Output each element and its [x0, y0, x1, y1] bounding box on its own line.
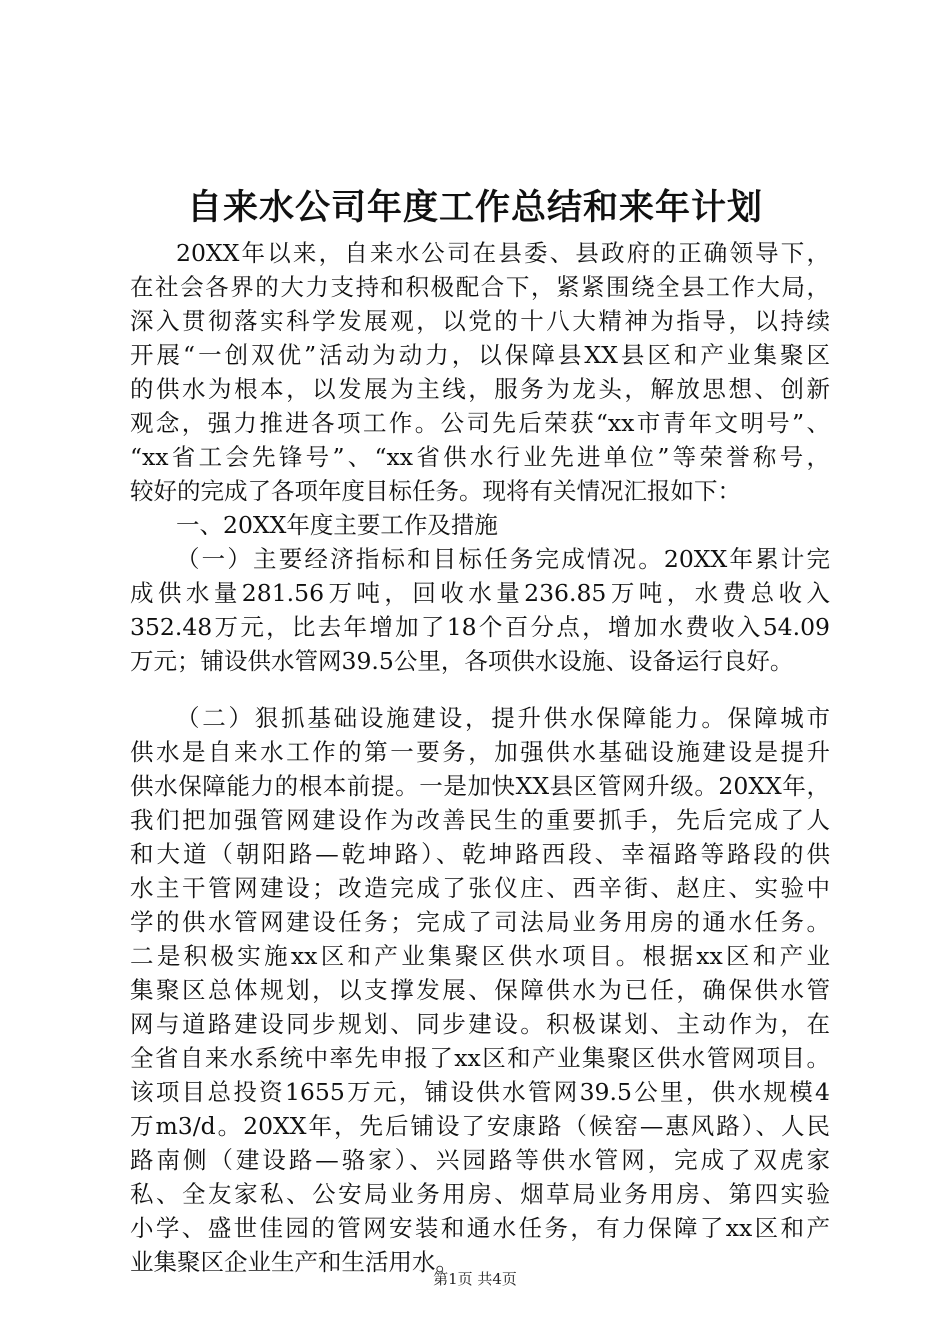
body-line: “xx省工会先锋号”、“xx省供水行业先进单位”等荣誉称号，: [130, 443, 830, 471]
body-line: 我们把加强管网建设作为改善民生的重要抓手，先后完成了人: [130, 806, 830, 834]
body-line: 20XX年以来，自来水公司在县委、县政府的正确领导下，: [176, 239, 830, 267]
body-line: 集聚区总体规划，以支撑发展、保障供水为已任，确保供水管: [130, 976, 830, 1004]
body-line: 水主干管网建设；改造完成了张仪庄、西辛街、赵庄、实验中: [130, 874, 830, 902]
section-heading: 一、20XX年度主要工作及措施: [176, 511, 498, 539]
page-footer: 第1页 共4页: [433, 1270, 517, 1288]
body-line: 和大道（朝阳路—乾坤路）、乾坤路西段、幸福路等路段的供: [130, 840, 830, 868]
body-line: 供水保障能力的根本前提。一是加快XX县区管网升级。20XX年，: [130, 772, 830, 800]
body-line: 深入贯彻落实科学发展观，以党的十八大精神为指导，以持续: [130, 307, 830, 335]
body-line: 的供水为根本，以发展为主线，服务为龙头，解放思想、创新: [130, 375, 830, 403]
body-line: 网与道路建设同步规划、同步建设。积极谋划、主动作为，在: [130, 1010, 830, 1038]
body-line: 在社会各界的大力支持和积极配合下，紧紧围绕全县工作大局，: [130, 273, 830, 301]
body-line: 私、全友家私、公安局业务用房、烟草局业务用房、第四实验: [130, 1180, 830, 1208]
body-line: （二）狠抓基础设施建设，提升供水保障能力。保障城市: [176, 704, 830, 732]
body-line: 较好的完成了各项年度目标任务。现将有关情况汇报如下：: [130, 477, 741, 505]
body-line: 业集聚区企业生产和生活用水。: [130, 1248, 459, 1276]
body-line: 352.48万元，比去年增加了18个百分点，增加水费收入54.09: [130, 613, 830, 641]
body-line: 二是积极实施xx区和产业集聚区供水项目。根据xx区和产业: [130, 942, 830, 970]
body-line: 万m3/d。20XX年，先后铺设了安康路（候窑—惠风路）、人民: [130, 1112, 830, 1140]
document-title: 自来水公司年度工作总结和来年计划: [186, 188, 763, 228]
body-line: 供水是自来水工作的第一要务，加强供水基础设施建设是提升: [130, 738, 830, 766]
body-line: 万元；铺设供水管网39.5公里，各项供水设施、设备运行良好。: [130, 647, 794, 675]
body-line: 该项目总投资1655万元，铺设供水管网39.5公里，供水规模4: [130, 1078, 830, 1106]
body-line: 开展“一创双优”活动为动力，以保障县XX县区和产业集聚区: [130, 341, 830, 369]
body-line: 路南侧（建设路—骆家）、兴园路等供水管网，完成了双虎家: [130, 1146, 830, 1174]
body-line: 全省自来水系统中率先申报了xx区和产业集聚区供水管网项目。: [130, 1044, 830, 1072]
body-line: （一）主要经济指标和目标任务完成情况。20XX年累计完: [176, 545, 830, 573]
body-line: 成供水量281.56万吨，回收水量236.85万吨，水费总收入: [130, 579, 830, 607]
body-line: 小学、盛世佳园的管网安装和通水任务，有力保障了xx区和产: [130, 1214, 830, 1242]
body-line: 学的供水管网建设任务；完成了司法局业务用房的通水任务。: [130, 908, 830, 936]
body-line: 观念，强力推进各项工作。公司先后荣获“xx市青年文明号”、: [130, 409, 830, 437]
